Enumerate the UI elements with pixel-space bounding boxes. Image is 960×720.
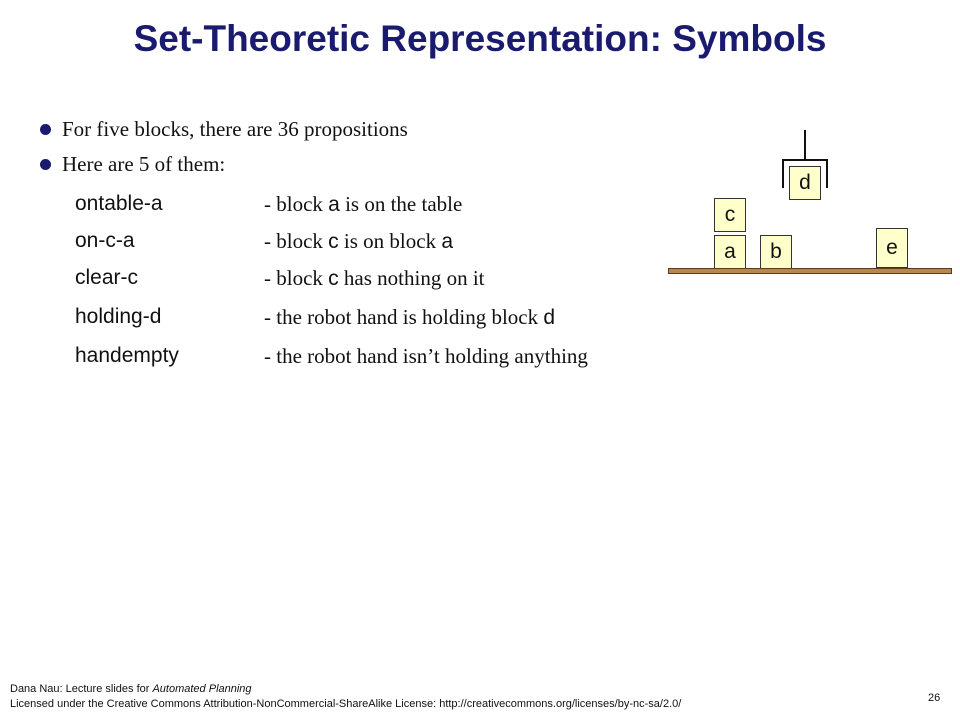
- page-number: 26: [928, 692, 941, 704]
- block-e: e: [876, 228, 908, 268]
- proposition-symbol: handempty: [75, 344, 179, 367]
- block-a: a: [714, 235, 746, 269]
- proposition-description: - block c has nothing on it: [264, 266, 485, 290]
- bullet-dot: [40, 159, 51, 170]
- proposition-symbol: clear-c: [75, 266, 139, 289]
- block-c: c: [714, 198, 746, 232]
- bullet-dot: [40, 124, 51, 135]
- block-d: d: [789, 166, 821, 200]
- proposition-symbol: holding-d: [75, 305, 162, 328]
- proposition-description: - the robot hand is holding block d: [264, 305, 556, 329]
- block-b: b: [760, 235, 792, 269]
- footer-license: Licensed under the Creative Commons Attribution-NonCommercial-ShareAlike License: http://creativecommons.org/licenses/by-nc-sa/2.0/: [10, 698, 682, 710]
- proposition-description: - block c is on block a: [264, 229, 454, 253]
- proposition-description: - block a is on the table: [264, 192, 463, 216]
- bullet-text: For five blocks, there are 36 propositions: [62, 117, 408, 141]
- bullet-text: Here are 5 of them:: [62, 152, 226, 176]
- proposition-description: - the robot hand isn’t holding anything: [264, 344, 588, 368]
- proposition-symbol: ontable-a: [75, 192, 163, 215]
- table-surface: [668, 268, 952, 274]
- footer-credit: Dana Nau: Lecture slides for Automated Planning: [10, 683, 252, 695]
- slide-title: Set-Theoretic Representation: Symbols: [133, 18, 827, 59]
- proposition-symbol: on-c-a: [75, 229, 135, 252]
